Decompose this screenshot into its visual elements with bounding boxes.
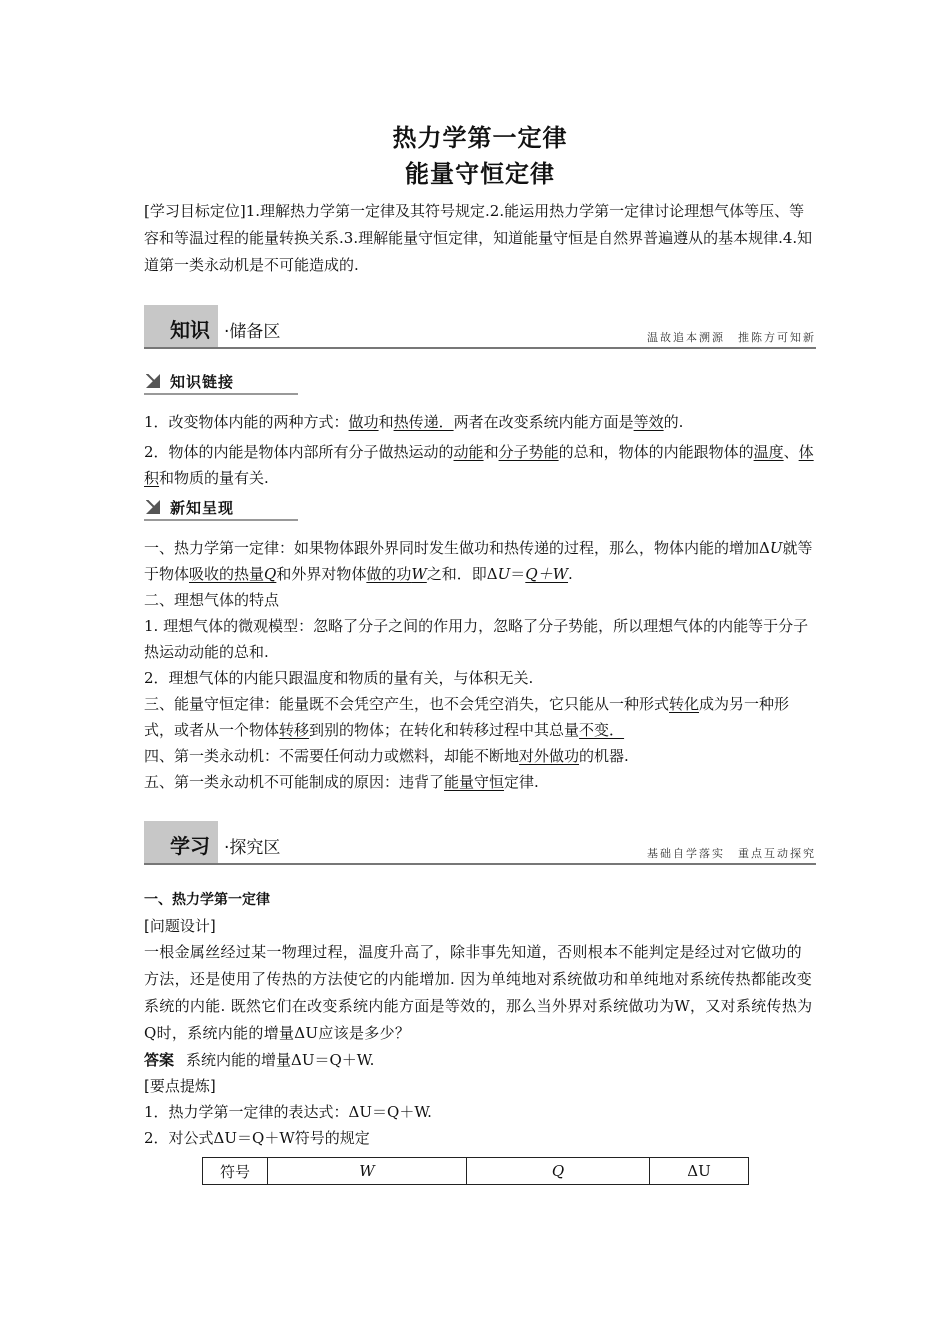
section-title: 学习 <box>170 834 210 858</box>
problem-design-label: [问题设计] <box>144 917 216 935</box>
section-header-knowledge <box>144 305 816 349</box>
section-slogan: 基础自学落实 重点互动探究 <box>647 847 816 860</box>
section-slogan: 温故追本溯源 推陈方可知新 <box>647 331 816 344</box>
study-heading: 一、热力学第一定律 <box>144 892 270 908</box>
table-cell: 符号 <box>203 1158 268 1185</box>
learning-goal: [学习目标定位]1.理解热力学第一定律及其符号规定.2.能运用热力学第一定律讨论理想气体等压、等容和等温过程的能量转换关系.3.理解能量守恒定律，知道能量守恒是自然界普遍遵从的基本规律.4.知道第一类永动机是不可能造成的. <box>144 202 813 274</box>
section-title: 知识 <box>170 318 210 342</box>
key-points-label: [要点提炼] <box>144 1077 216 1095</box>
perpetual-motion-definition: 四、第一类永动机：不需要任何动力或燃料，却能不断地对外做功的机器. <box>144 747 629 765</box>
corner-triangle-icon <box>146 374 160 388</box>
problem-design-text: 一根金属丝经过某一物理过程，温度升高了，除非事先知道，否则根本不能判定是经过对它做功的方法，还是使用了传热的方法使它的内能增加. 因为单纯地对系统做功和单纯地对系统传热都能改变系统的内能. 既然它们在改变系统内能方面是等效的，那么当外界对系统做功为W，又对系统传热为Q时，系统内能的增量ΔU应该是多少？ <box>144 943 813 1042</box>
ideal-gas-energy: 2．理想气体的内能只跟温度和物质的量有关，与体积无关. <box>144 669 534 687</box>
sign-convention-table <box>202 1157 749 1185</box>
energy-conservation: 三、能量守恒定律：能量既不会凭空产生，也不会凭空消失，它只能从一种形式转化成为另一种形式，或者从一个物体转移到别的物体；在转化和转移过程中其总量不变． <box>144 695 790 739</box>
subsection-new-knowledge <box>144 497 298 521</box>
table-cell: W <box>268 1158 467 1185</box>
section-header-study <box>144 821 816 865</box>
subsection-label: 新知呈现 <box>170 499 235 517</box>
table-cell: ΔU <box>650 1158 749 1185</box>
key-point-2: 2．对公式ΔU＝Q＋W符号的规定 <box>144 1129 370 1147</box>
ideal-gas-heading: 二、理想气体的特点 <box>144 591 280 609</box>
link-paragraph-1: 1．改变物体内能的两种方式：做功和热传递．两者在改变系统内能方面是等效的. <box>144 413 684 431</box>
title-line-2: 能量守恒定律 <box>405 160 555 188</box>
link-paragraph-2: 2．物体的内能是物体内部所有分子做热运动的动能和分子势能的总和，物体的内能跟物体的温度、体积和物质的量有关. <box>144 443 814 487</box>
table-row <box>203 1158 749 1185</box>
document-page <box>144 120 816 1185</box>
corner-triangle-icon <box>146 500 160 514</box>
first-law-definition: 一、热力学第一定律：如果物体跟外界同时发生做功和热传递的过程，那么，物体内能的增加ΔU就等于物体吸收的热量Q和外界对物体做的功W之和．即ΔU＝Q＋W. <box>144 539 813 583</box>
perpetual-motion-reason: 五、第一类永动机不可能制成的原因：违背了能量守恒定律. <box>144 773 539 791</box>
answer: 答案 系统内能的增量ΔU＝Q＋W. <box>144 1051 375 1069</box>
subsection-label: 知识链接 <box>170 373 235 391</box>
title-line-1: 热力学第一定律 <box>392 124 568 152</box>
subsection-knowledge-link <box>144 371 298 395</box>
section-subtitle: ·探究区 <box>224 838 281 858</box>
ideal-gas-model: 1. 理想气体的微观模型：忽略了分子之间的作用力，忽略了分子势能，所以理想气体的内能等于分子热运动动能的总和. <box>144 617 809 661</box>
section-subtitle: ·储备区 <box>224 322 281 342</box>
key-point-1: 1．热力学第一定律的表达式：ΔU＝Q＋W. <box>144 1103 432 1121</box>
table-cell: Q <box>467 1158 650 1185</box>
